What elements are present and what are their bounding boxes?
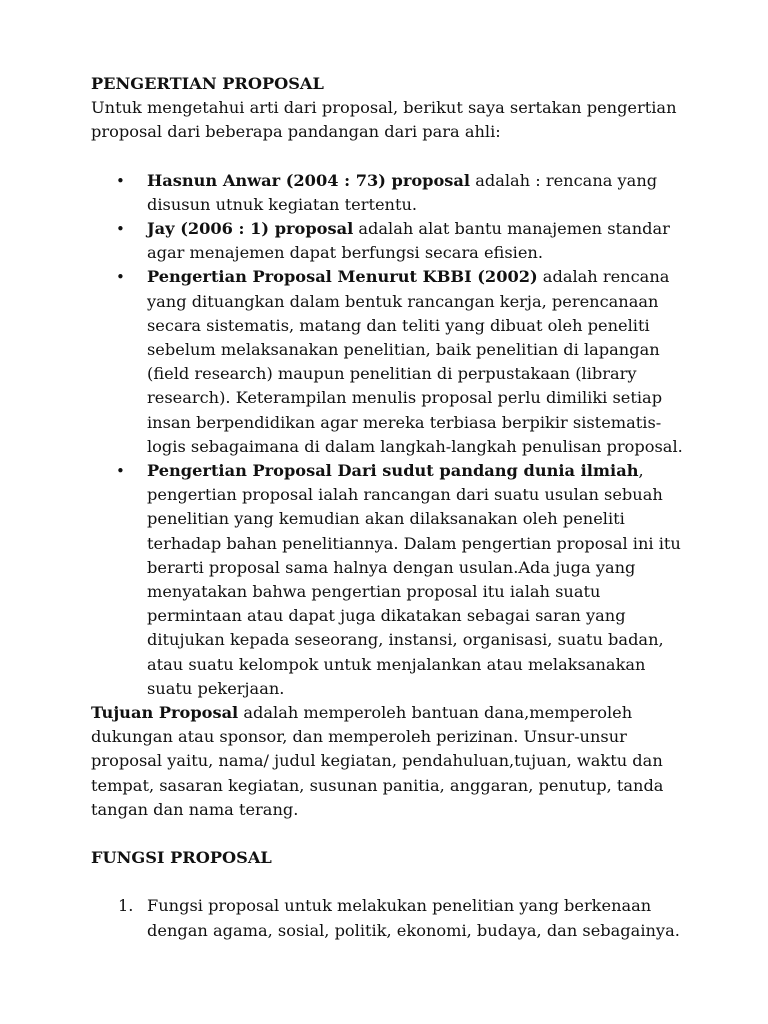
definition-source: Pengertian Proposal Dari sudut pandang dunia ilmiah bbox=[147, 461, 639, 481]
definitions-list bbox=[91, 169, 691, 701]
bullet-icon: • bbox=[116, 220, 125, 239]
definition-text: adalah alat bantu manajemen standar agar menajemen dapat berfungsi secara efisien. bbox=[147, 219, 670, 263]
list-number: 1. bbox=[118, 896, 134, 916]
tujuan-text: adalah memperoleh bantuan dana,memperoleh dukungan atau sponsor, dan memperoleh perizinan. Unsur-unsur proposal yaitu, nama/ judul kegiatan, pendahuluan,tujuan, waktu dan tempat, sasaran kegiatan, susunan panitia, anggaran, penutup, tanda tangan dan nama terang. bbox=[91, 703, 664, 819]
list-item bbox=[91, 459, 691, 701]
bullet-icon: • bbox=[116, 268, 125, 287]
tujuan-paragraph bbox=[91, 701, 691, 822]
intro-paragraph: Untuk mengetahui arti dari proposal, berikut saya sertakan pengertian proposal dari beberapa pandangan dari para ahli: bbox=[91, 98, 677, 142]
spacer bbox=[91, 145, 691, 169]
document-page bbox=[91, 72, 691, 943]
definition-text: adalah rencana yang dituangkan dalam bentuk rancangan kerja, perencanaan secara sistematis, matang dan teliti yang dibuat oleh peneliti sebelum melaksanakan penelitian, baik penelitian di lapangan (field research) maupun penelitian di perpustakaan (library research). Keterampilan menulis proposal perlu dimiliki setiap insan berpendidikan agar mereka terbiasa berpikir sistematis-logis sebagaimana di dalam langkah-langkah penulisan proposal. bbox=[147, 267, 683, 456]
list-item bbox=[91, 894, 691, 942]
spacer bbox=[91, 822, 691, 846]
section-title-fungsi: FUNGSI PROPOSAL bbox=[91, 848, 272, 868]
list-item bbox=[91, 265, 691, 459]
definition-text: , pengertian proposal ialah rancangan dari suatu usulan sebuah penelitian yang kemudian akan dilaksanakan oleh peneliti terhadap bahan penelitiannya. Dalam pengertian proposal ini itu berarti proposal sama halnya dengan usulan.Ada juga yang menyatakan bahwa pengertian proposal itu ialah suatu permintaan atau dapat juga dikatakan sebagai saran yang ditujukan kepada seseorang, instansi, organisasi, suatu badan, atau suatu kelompok untuk menjalankan atau melaksanakan suatu pekerjaan. bbox=[147, 461, 681, 698]
bullet-icon: • bbox=[116, 462, 125, 481]
section-title-pengertian: PENGERTIAN PROPOSAL bbox=[91, 74, 324, 93]
bullet-icon: • bbox=[116, 171, 125, 190]
tujuan-label: Tujuan Proposal bbox=[91, 703, 239, 723]
list-item bbox=[91, 217, 691, 265]
list-item bbox=[91, 169, 691, 217]
fungsi-list bbox=[91, 894, 691, 942]
spacer bbox=[91, 870, 691, 894]
definition-text: adalah : rencana yang disusun utnuk kegiatan tertentu. bbox=[147, 170, 658, 214]
fungsi-text: Fungsi proposal untuk melakukan penelitian yang berkenaan dengan agama, sosial, politik, ekonomi, budaya, dan sebagainya. bbox=[147, 896, 680, 940]
definition-source: Jay (2006 : 1) proposal bbox=[147, 219, 354, 239]
definition-source: Hasnun Anwar (2004 : 73) proposal bbox=[147, 170, 471, 190]
definition-source: Pengertian Proposal Menurut KBBI (2002) bbox=[147, 267, 538, 287]
